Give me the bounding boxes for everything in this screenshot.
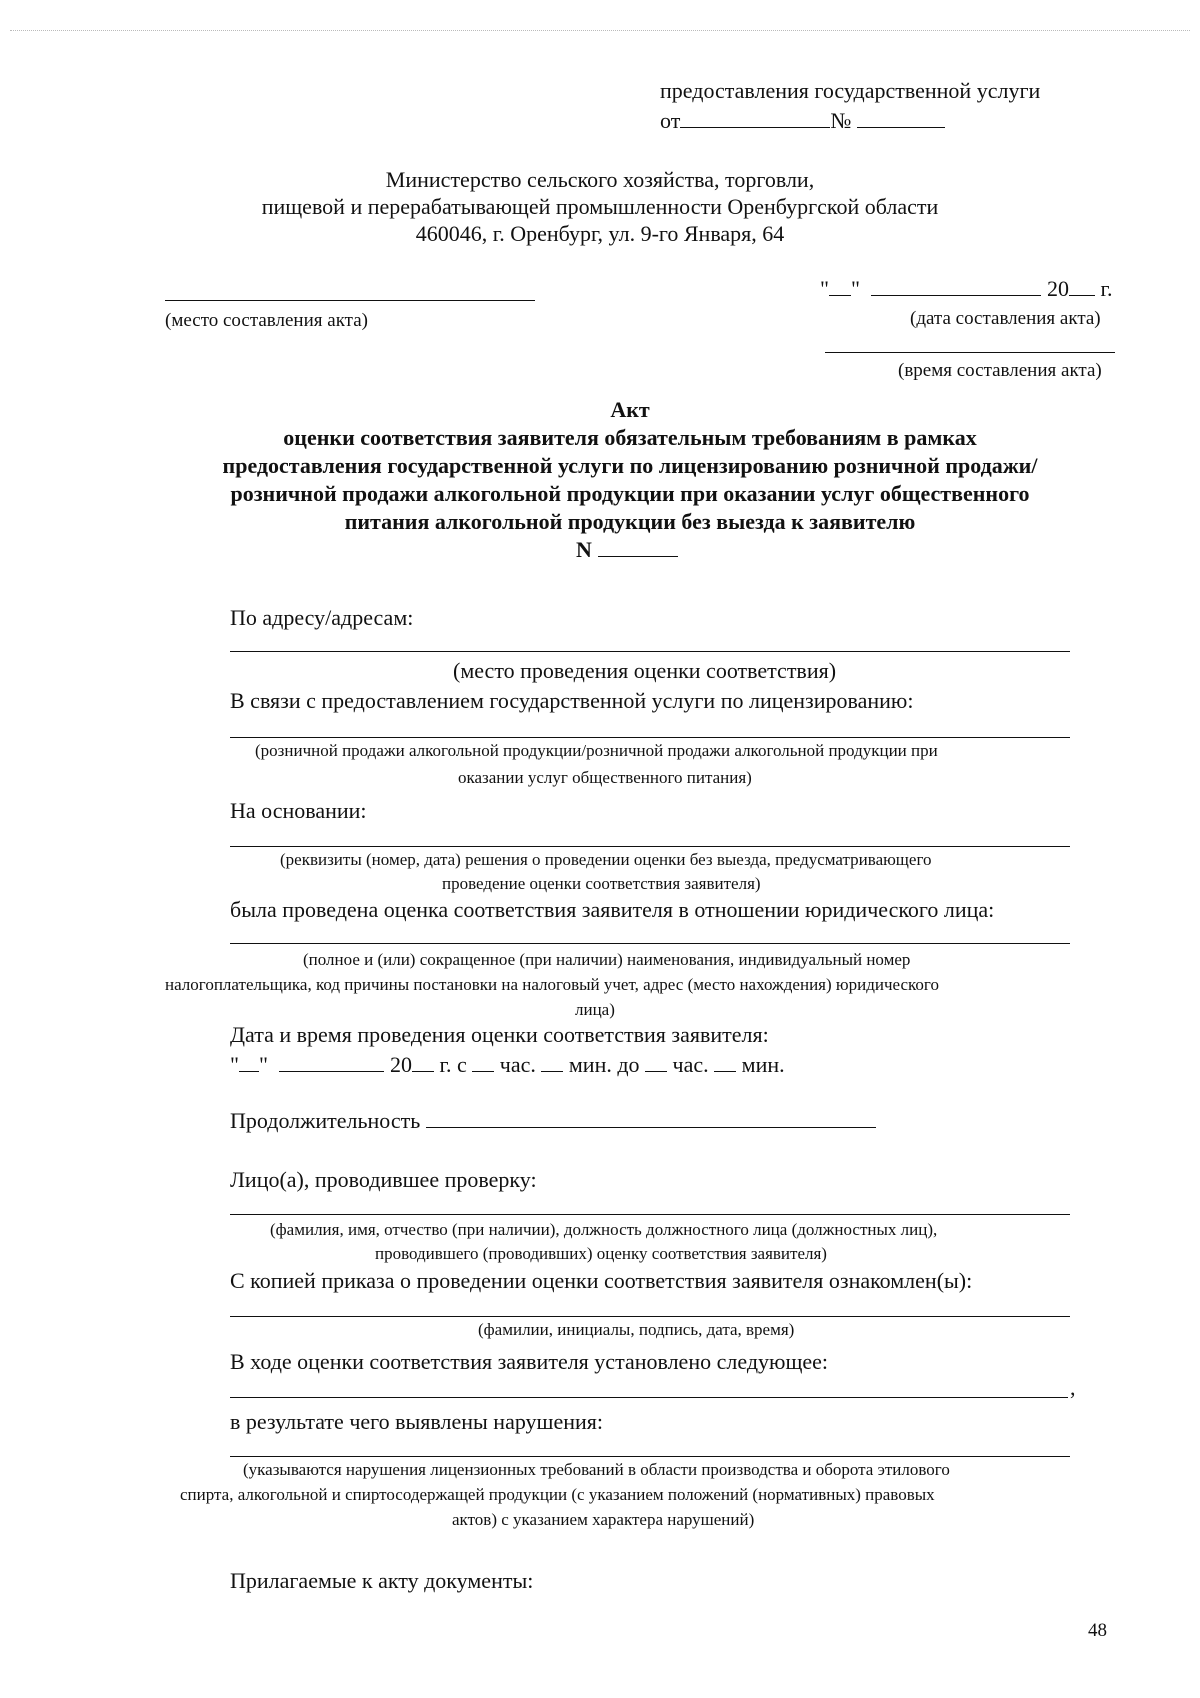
legal-label: была проведена оценка соответствия заявителя в отношении юридического лица: <box>230 897 995 922</box>
dt-quote-open: " <box>230 1052 239 1077</box>
title-line-2: оценки соответствия заявителя обязательным требованиям в рамках <box>283 425 977 450</box>
findings-label: В ходе оценки соответствия заявителя установлено следующее: <box>230 1349 829 1374</box>
dt-day-blank <box>239 1053 259 1072</box>
order-caption: (фамилии, инициалы, подпись, дата, время) <box>478 1320 795 1339</box>
violations-caption-3: актов) с указанием характера нарушений) <box>452 1510 755 1529</box>
number-blank <box>857 109 945 128</box>
duration-blank <box>426 1109 876 1128</box>
quote-open: " <box>820 276 829 301</box>
dt-min-to: мин. до <box>568 1052 640 1077</box>
legal-caption-3: лица) <box>575 1000 615 1019</box>
place-caption: (место составления акта) <box>165 310 368 331</box>
datetime-label: Дата и время проведения оценки соответствия заявителя: <box>230 1022 769 1047</box>
dt-year-blank <box>412 1053 434 1072</box>
month-blank <box>871 277 1041 296</box>
act-number-blank <box>598 538 678 557</box>
ministry-line-2: пищевой и перерабатывающей промышленности Оренбургской области <box>261 194 939 219</box>
datetime-fields <box>230 1052 785 1078</box>
inspector-caption-2: проводившего (проводивших) оценку соответствия заявителя) <box>375 1244 827 1263</box>
inspector-label: Лицо(а), проводившее проверку: <box>230 1167 537 1192</box>
number-label: № <box>830 108 852 133</box>
findings-comma: , <box>1070 1375 1076 1400</box>
date-caption: (дата составления акта) <box>910 308 1101 329</box>
inspector-caption-1: (фамилия, имя, отчество (при наличии), должность должностного лица (должностных лиц), <box>270 1220 938 1239</box>
legal-caption-1: (полное и (или) сокращенное (при наличии) наименования, индивидуальный номер <box>303 950 911 969</box>
title-heading: Акт <box>610 397 650 422</box>
violations-caption-1: (указываются нарушения лицензионных требований в области производства и оборота этилового <box>243 1460 950 1479</box>
date-fields <box>820 276 1113 302</box>
ministry-address: 460046, г. Оренбург, ул. 9-го Января, 64 <box>415 221 785 246</box>
duration-label: Продолжительность <box>230 1108 421 1133</box>
header-line: предоставления государственной услуги <box>660 78 1041 103</box>
time-caption: (время составления акта) <box>898 360 1102 381</box>
inspector-line <box>230 1214 1070 1215</box>
time-line <box>825 352 1115 353</box>
dt-year-prefix: 20 <box>389 1052 412 1077</box>
attachments-label: Прилагаемые к акту документы: <box>230 1568 534 1593</box>
dt-month-blank <box>279 1053 384 1072</box>
licensing-caption-2: оказании услуг общественного питания) <box>458 768 752 787</box>
dt-hour2-blank <box>645 1053 667 1072</box>
licensing-label: В связи с предоставлением государственной услуги по лицензированию: <box>230 688 914 713</box>
basis-caption-1: (реквизиты (номер, дата) решения о проведении оценки без выезда, предусматривающего <box>280 850 932 869</box>
dt-hour: час. <box>499 1052 536 1077</box>
dt-quote-close: " <box>258 1052 268 1077</box>
year-prefix: 20 <box>1046 276 1069 301</box>
title-line-3: предоставления государственной услуги по лицензированию розничной продажи/ <box>222 453 1038 478</box>
basis-line <box>230 846 1070 847</box>
address-caption: (место проведения оценки соответствия) <box>453 658 837 683</box>
violations-label: в результате чего выявлены нарушения: <box>230 1409 604 1434</box>
dt-min-blank <box>541 1053 563 1072</box>
legal-line <box>230 943 1070 944</box>
dt-min: мин. <box>741 1052 785 1077</box>
from-date-blank <box>680 109 830 128</box>
act-number <box>576 537 678 563</box>
order-label: С копией приказа о проведении оценки соответствия заявителя ознакомлен(ы): <box>230 1268 973 1293</box>
ministry-line-1: Министерство сельского хозяйства, торговли, <box>385 167 815 192</box>
duration-row <box>230 1108 876 1134</box>
dt-g-s: г. с <box>439 1052 467 1077</box>
dt-hour2: час. <box>672 1052 709 1077</box>
header-from-number <box>660 108 945 134</box>
place-line <box>165 300 535 301</box>
violations-line <box>230 1456 1070 1457</box>
dt-min2-blank <box>714 1053 736 1072</box>
title-line-5: питания алкогольной продукции без выезда к заявителю <box>344 509 916 534</box>
day-blank <box>829 277 851 296</box>
order-line <box>230 1316 1070 1317</box>
licensing-caption-1: (розничной продажи алкогольной продукции/розничной продажи алкогольной продукции при <box>255 741 938 760</box>
title-line-4: розничной продажи алкогольной продукции при оказании услуг общественного <box>230 481 1030 506</box>
licensing-line <box>230 737 1070 738</box>
basis-label: На основании: <box>230 798 367 823</box>
basis-caption-2: проведение оценки соответствия заявителя) <box>442 874 761 893</box>
legal-caption-2: налогоплательщика, код причины постановки на налоговый учет, адрес (место нахождения) юридического <box>165 975 939 994</box>
dt-hour-blank <box>472 1053 494 1072</box>
violations-caption-2: спирта, алкогольной и спиртосодержащей продукции (с указанием положений (нормативных) правовых <box>180 1485 935 1504</box>
act-number-label: N <box>576 537 592 562</box>
address-line <box>230 651 1070 652</box>
scan-edge-line <box>10 30 1190 31</box>
year-blank <box>1069 277 1095 296</box>
page-number: 48 <box>1088 1620 1107 1641</box>
quote-close: " <box>850 276 860 301</box>
year-suffix: г. <box>1100 276 1113 301</box>
findings-line <box>230 1397 1068 1398</box>
from-label: от <box>660 108 681 133</box>
address-label: По адресу/адресам: <box>230 605 414 630</box>
